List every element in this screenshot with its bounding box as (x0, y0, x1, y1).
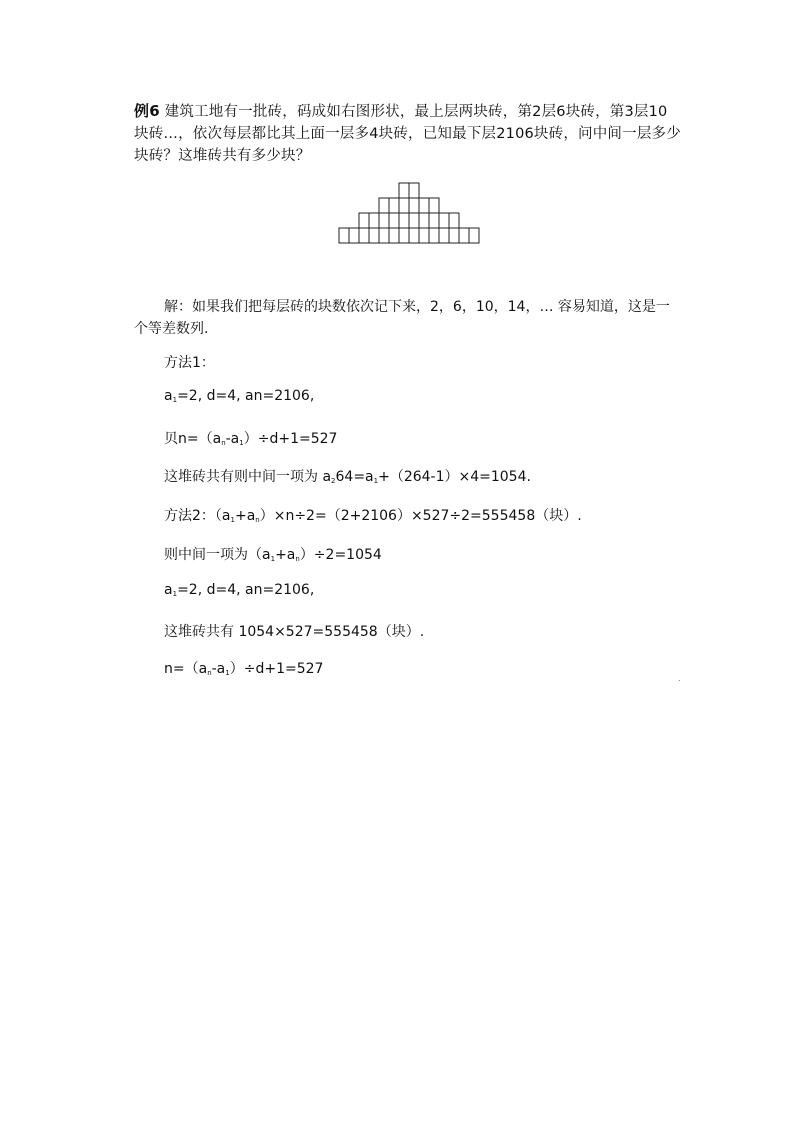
method2-line1: 方法2：$(a_1+a_n)\times n\div 2=(2+2106)\times 527\div 2=555458$（块）. (164, 508, 582, 524)
brick (449, 213, 459, 228)
method2-line4: 这堆砖共有 1054×527=555458（块）. (164, 624, 425, 640)
brick (359, 213, 369, 228)
brick (349, 228, 359, 243)
method1-line1: $a_1=2$, d=4, an=2106, (164, 388, 315, 404)
brick (439, 228, 449, 243)
brick (369, 228, 379, 243)
brick (389, 198, 399, 213)
brick (379, 198, 389, 213)
brick (399, 183, 409, 198)
solution-intro: 解：如果我们把每层砖的块数依次记下来，2，6，10，14，… 容易知道，这是一个等差数列. (134, 299, 670, 337)
method2-line5: $n=(a_n-a_1)\div d+1=527$ (164, 661, 324, 677)
method2-line3: $a_1=2$, d=4, an=2106, (164, 582, 315, 598)
brick (369, 213, 379, 228)
brick (429, 228, 439, 243)
method1-line2: 贝$n=(a_n-a_1)\div d+1=527$ (164, 431, 338, 447)
brick (409, 183, 419, 198)
problem-statement (134, 100, 682, 167)
brick (379, 213, 389, 228)
brick (389, 213, 399, 228)
brick-grid (339, 183, 479, 243)
method1-line3: 这堆砖共有则中间一项为 $a_264=a_1+(264-1)\times 4=1054$. (164, 469, 531, 485)
brick (399, 198, 409, 213)
brick (399, 213, 409, 228)
brick (469, 228, 479, 243)
method2-line2: 则中间一项为$(a_1+a_n)\div 2=1054$ (164, 547, 382, 563)
brick (439, 213, 449, 228)
brick (399, 228, 409, 243)
brick (359, 228, 369, 243)
brick (459, 228, 469, 243)
brick (429, 213, 439, 228)
brick (449, 228, 459, 243)
brick (389, 228, 399, 243)
problem-text: 建筑工地有一批砖，码成如右图形状，最上层两块砖，第2层6块砖，第3层10块砖…，依次每层都比其上面一层多4块砖，已知最下层2106块砖，问中间一层多少块砖？这堆砖共有多少块？ (134, 104, 681, 164)
brick (419, 198, 429, 213)
brick (419, 213, 429, 228)
brick-pyramid-figure (338, 182, 480, 246)
brick (339, 228, 349, 243)
brick (379, 228, 389, 243)
brick (429, 198, 439, 213)
example-label: 例6 (134, 102, 160, 120)
brick (419, 228, 429, 243)
brick (409, 228, 419, 243)
method1-title: 方法1： (164, 355, 215, 371)
brick (409, 213, 419, 228)
stray-mark: . (678, 674, 681, 683)
brick (409, 198, 419, 213)
